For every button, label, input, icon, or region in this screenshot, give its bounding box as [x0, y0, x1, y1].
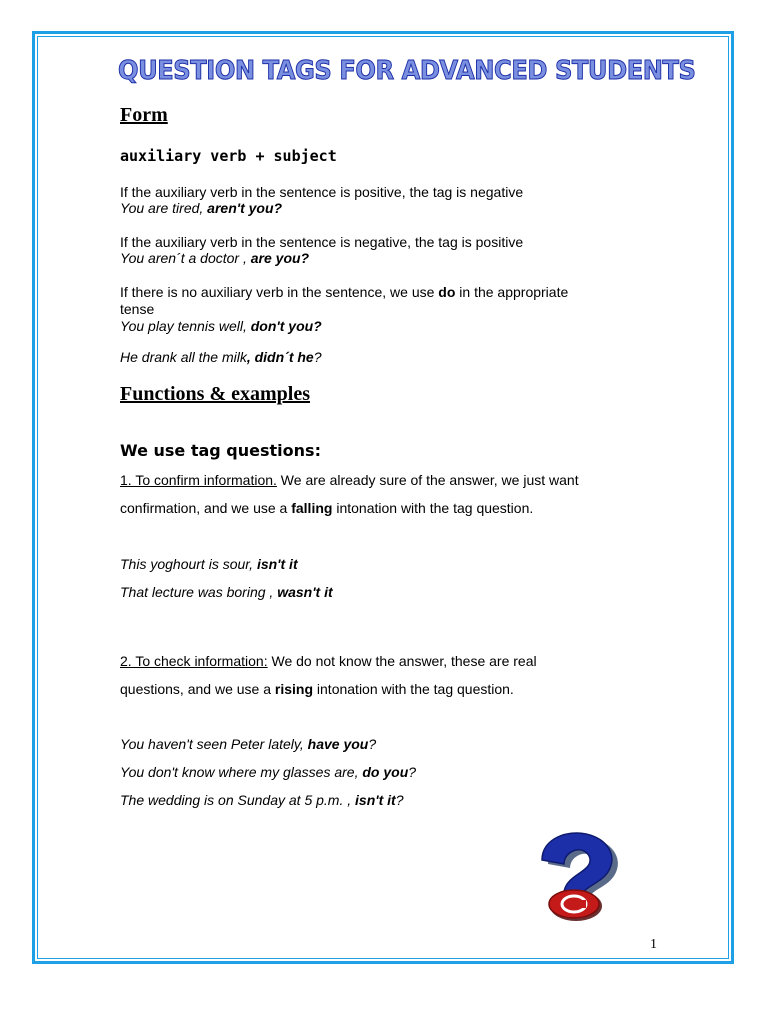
example-1 — [120, 200, 282, 216]
function-1-line — [120, 472, 579, 488]
rule-text: in the appropriate — [455, 284, 569, 300]
question-mark-logo-icon — [528, 830, 623, 925]
example-3 — [120, 318, 322, 334]
example-tag: have you — [307, 736, 369, 752]
function-2-label: 2. To check information: — [120, 653, 268, 669]
function-bold: rising — [274, 681, 314, 697]
example-end: ? — [395, 792, 404, 808]
example-end: ? — [408, 764, 417, 780]
example-tag: do you — [362, 764, 409, 780]
functions-heading: Functions & examples — [120, 383, 310, 405]
function-2-example-2 — [120, 764, 416, 780]
intro-text: We use tag questions — [120, 441, 315, 460]
function-text: intonation with the tag question. — [313, 681, 514, 697]
example-text: You haven't seen Peter lately, — [120, 736, 308, 752]
function-text: We do not know the answer, these are real — [267, 653, 537, 669]
rule-text: If there is no auxiliary verb in the sentence, we use — [120, 284, 439, 300]
function-text: intonation with the tag question. — [332, 500, 534, 516]
page-title: QUESTION TAGS FOR ADVANCED STUDENTS — [118, 56, 696, 86]
example-4 — [120, 349, 322, 365]
example-tag: don't you? — [250, 318, 322, 334]
page-border — [32, 31, 734, 964]
function-1-label: 1. To confirm information. — [120, 472, 277, 488]
example-text: You are tired, — [120, 200, 208, 216]
example-text: This yoghourt is sour, — [120, 556, 257, 572]
example-text: The wedding is on Sunday at 5 p.m. , — [120, 792, 356, 808]
form-heading: Form — [120, 104, 168, 126]
function-1-example-1 — [120, 556, 298, 572]
rule-bold: do — [438, 284, 456, 300]
example-text: He drank all the milk — [120, 349, 247, 365]
page-number: 1 — [650, 937, 657, 952]
example-text: You play tennis well, — [120, 318, 251, 334]
function-text: confirmation, and we use a — [120, 500, 292, 516]
function-2-example-1 — [120, 736, 376, 752]
example-text: You don't know where my glasses are, — [120, 764, 363, 780]
example-tag: are you? — [250, 250, 310, 266]
function-1-line2 — [120, 500, 533, 516]
function-2-line2 — [120, 681, 514, 697]
example-tag: isn't it — [355, 792, 396, 808]
rule-negative: If the auxiliary verb in the sentence is negative, the tag is positive — [120, 234, 524, 250]
example-text: That lecture was boring , — [120, 584, 278, 600]
example-tag: aren't you? — [207, 200, 283, 216]
function-2-example-3 — [120, 792, 404, 808]
function-1-example-2 — [120, 584, 333, 600]
example-end: ? — [313, 349, 322, 365]
functions-intro — [120, 441, 321, 460]
rule-no-auxiliary-cont: tense — [120, 301, 155, 317]
example-text: You aren´t a doctor , — [120, 250, 251, 266]
example-tag: isn't it — [256, 556, 298, 572]
rule-positive: If the auxiliary verb in the sentence is positive, the tag is negative — [120, 184, 524, 200]
example-2 — [120, 250, 309, 266]
function-text: We are already sure of the answer, we just want — [276, 472, 579, 488]
function-bold: falling — [291, 500, 333, 516]
example-tag: wasn't it — [277, 584, 333, 600]
form-formula: auxiliary verb + subject — [120, 147, 337, 165]
intro-colon: : — [314, 441, 321, 460]
example-end: ? — [368, 736, 377, 752]
function-text: questions, and we use a — [120, 681, 275, 697]
function-2-line — [120, 653, 537, 669]
rule-no-auxiliary — [120, 284, 568, 300]
example-tag: , didn´t he — [246, 349, 314, 365]
